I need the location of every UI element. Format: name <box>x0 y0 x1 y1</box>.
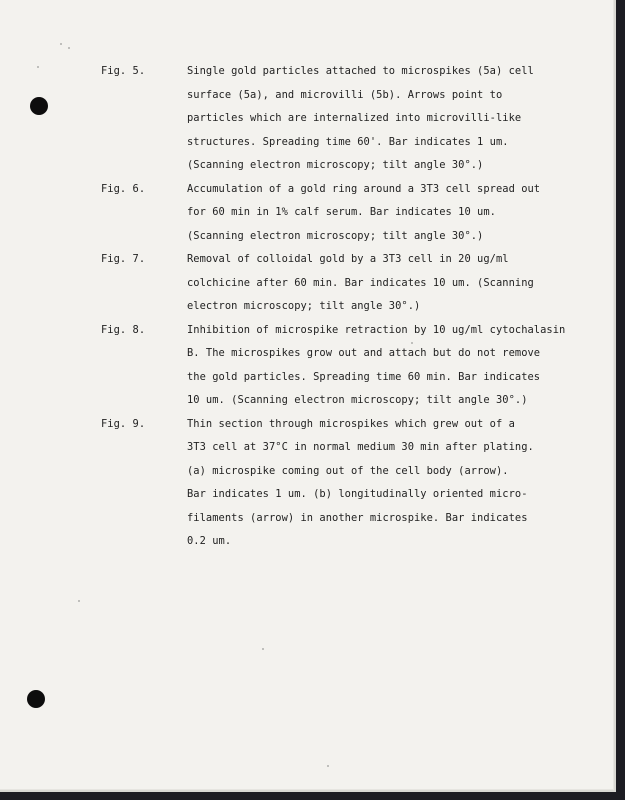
figure-caption <box>187 413 532 554</box>
paper-speck <box>68 47 70 49</box>
figure-label: Fig. 6. <box>101 182 146 195</box>
figure-entry <box>0 319 614 413</box>
figure-label: Fig. 7. <box>101 253 146 265</box>
punch-hole-bottom <box>27 690 45 708</box>
caption-line: (a) microspike coming out of the cell body (arrow). <box>187 464 509 477</box>
paper-speck <box>327 765 329 767</box>
caption-line: filaments (arrow) in another microspike. Bar indicates <box>187 511 528 524</box>
caption-line: Bar indicates 1 um. (b) longitudinally oriented micro- <box>187 488 528 500</box>
figure-entry <box>0 248 614 319</box>
caption-line: surface (5a), and microvilli (5b). Arrows point to <box>187 88 503 101</box>
caption-line: 3T3 cell at 37°C in normal medium 30 min after plating. <box>187 441 534 453</box>
paper-speck <box>262 648 264 650</box>
figure-caption <box>187 319 566 413</box>
figure-entry <box>0 178 614 249</box>
figure-label: Fig. 8. <box>101 323 146 336</box>
paper-speck <box>78 600 80 602</box>
caption-line: structures. Spreading time 60'. Bar indicates 1 um. <box>187 135 509 148</box>
caption-line: (Scanning electron microscopy; tilt angle 30°.) <box>187 229 484 242</box>
caption-line: Inhibition of microspike retraction by 10 ug/ml cytochalasin <box>187 323 566 336</box>
caption-line: (Scanning electron microscopy; tilt angle 30°.) <box>187 159 484 171</box>
caption-line: Removal of colloidal gold by a 3T3 cell in 20 ug/ml <box>187 253 509 265</box>
figure-label: Fig. 5. <box>101 65 146 77</box>
figure-caption <box>187 178 541 249</box>
paper-speck <box>60 43 62 45</box>
caption-line: 0.2 um. <box>187 535 232 547</box>
caption-line: colchicine after 60 min. Bar indicates 10 um. (Scanning <box>187 276 534 289</box>
figure-entry <box>0 60 614 178</box>
figure-caption <box>187 248 532 319</box>
caption-line: 10 um. (Scanning electron microscopy; tilt angle 30°.) <box>187 394 528 406</box>
caption-line: Thin section through microspikes which grew out of a <box>187 417 515 430</box>
caption-line: B. The microspikes grow out and attach but do not remove <box>187 347 541 359</box>
caption-line: for 60 min in 1% calf serum. Bar indicates 10 um. <box>187 206 496 218</box>
caption-line: electron microscopy; tilt angle 30°.) <box>187 300 421 312</box>
figure-legend-list <box>0 60 614 554</box>
figure-caption <box>187 60 532 178</box>
figure-label: Fig. 9. <box>101 417 146 430</box>
caption-line: Single gold particles attached to microspikes (5a) cell <box>187 65 534 77</box>
caption-line: Accumulation of a gold ring around a 3T3 cell spread out <box>187 182 541 195</box>
caption-line: the gold particles. Spreading time 60 min. Bar indicates <box>187 370 541 383</box>
caption-line: particles which are internalized into microvilli-like <box>187 112 522 124</box>
figure-entry <box>0 413 614 554</box>
